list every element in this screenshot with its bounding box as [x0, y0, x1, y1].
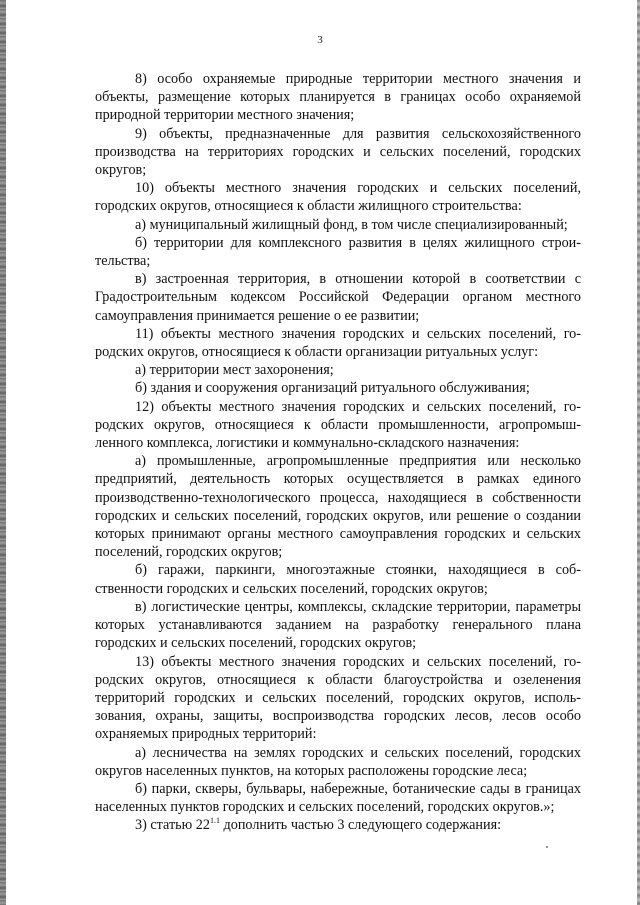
- page-number: 3: [317, 34, 323, 46]
- scan-edge-left: [0, 0, 6, 905]
- paragraph-item-10b: б) территории для комплексного развития в целях жилищного строительства;: [95, 234, 581, 270]
- paragraph-item-11b: б) здания и сооружения организаций ритуального обслуживания;: [135, 380, 530, 397]
- paragraph-item-9: 9) объекты, предназначенные для развития сельскохозяйственного производства на территориях городских и сельских поселений, городских округов;: [95, 125, 581, 179]
- paragraph-amendment-3: [95, 816, 581, 834]
- paragraph-item-11a: а) территории мест захоронения;: [135, 362, 334, 379]
- paragraph-item-10: 10) объекты местного значения городских и сельских поселений, городских округов, относящиеся к области жилищного строительства:: [95, 180, 581, 215]
- paragraph-item-12a: а) промышленные, агропромышленные предприятия или несколько предприятий, деятельность которых осуществляется в рамках единого производственно-технологического процесса, находящиеся в собственности городских и сельских поселений, городских округов, или решение о создании которых принимают органы местного самоуправления городских и сельских поселений, городских округов;: [95, 453, 581, 561]
- amendment-text-after: дополнить частью 3 следующего содержания:: [219, 817, 502, 834]
- article-number-superscript: 1.1: [209, 816, 220, 826]
- paragraph-item-13b: б) парки, скверы, бульвары, набережные, ботанические сады в границах населенных пунктов городских и сельских поселений, городских округов.»;: [95, 780, 581, 816]
- paragraph-item-12: 12) объекты местного значения городских и сельских поселений, городских округов, относящиеся к области промышленности, агропромышленного комплекса, логистики и коммунально-складского назначения:: [95, 398, 581, 452]
- paragraph-item-10a: а) муниципальный жилищный фонд, в том числе специализированный;: [135, 216, 568, 233]
- scan-speck: [546, 846, 548, 848]
- paragraph-item-10v: в) застроенная территория, в отношении которой в соответствии с Градостроительным кодексом Российской Федерации органом местного самоуправления принимается решение о ее развитии;: [95, 271, 581, 324]
- document-body: [95, 70, 581, 835]
- paragraph-item-13a: а) лесничества на землях городских и сельских поселений, городских округов населенных пунктов, на которых расположены городские леса;: [95, 744, 581, 779]
- paragraph-item-8: 8) особо охраняемые природные территории местного значения и объекты, размещение которых планируется в границах особо охраняемой природной территории местного значения;: [95, 71, 581, 124]
- paragraph-item-12b: б) гаражи, паркинги, многоэтажные стоянки, находящиеся в собственности городских и сельских поселений, городских округов;: [95, 562, 581, 597]
- paragraph-item-12v: в) логистические центры, комплексы, складские территории, параметры которых устанавливаются заданием на разработку генерального плана городских и сельских поселений, городских округов;: [95, 598, 581, 652]
- paragraph-item-13: 13) объекты местного значения городских и сельских поселений, городских округов, относящиеся к области благоустройства и озеленения территорий городских и сельских поселений, городских округов, использования, охраны, защиты, воспроизводства городских лесов, лесов особо охраняемых природных территорий:: [95, 653, 581, 743]
- paragraph-item-11: 11) объекты местного значения городских и сельских поселений, городских округов, относящиеся к области организации ритуальных услуг:: [95, 325, 581, 361]
- amendment-text-before: 3) статью 22: [135, 817, 210, 834]
